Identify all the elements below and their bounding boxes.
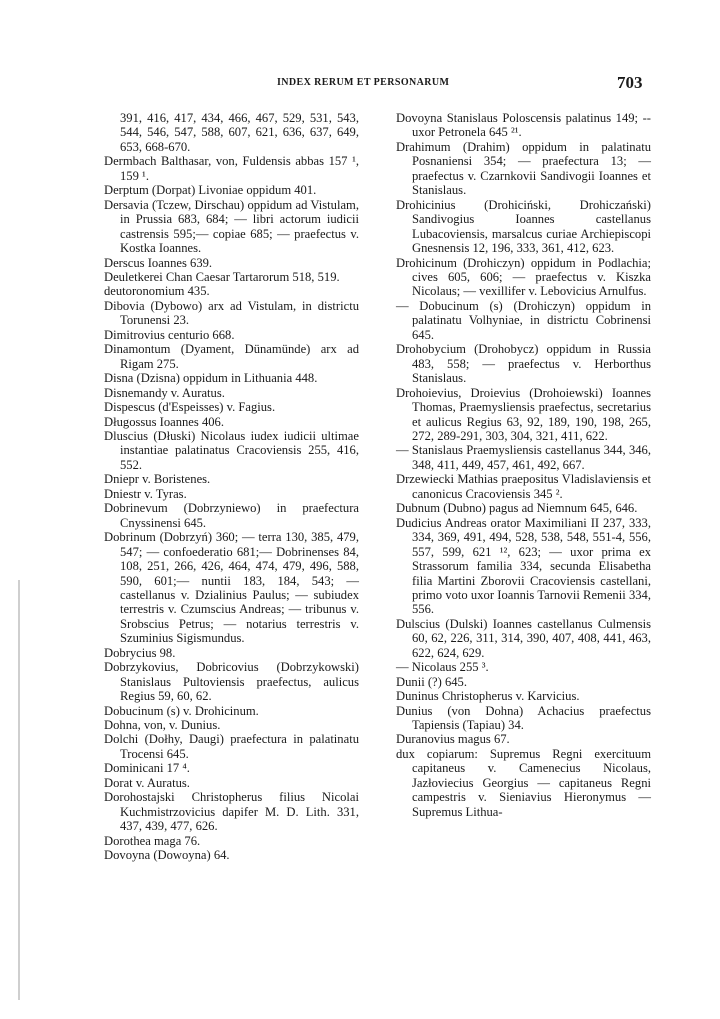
index-entry: Drohobycium (Drohobycz) oppidum in Russia 483, 558; — praefectus v. Herborthus Stanislaus.: [396, 342, 651, 386]
index-entry: Dibovia (Dybowo) arx ad Vistulam, in districtu Torunensi 23.: [104, 298, 359, 328]
index-entry: Dorat v. Auratus.: [104, 775, 190, 790]
index-entry: — Stanislaus Praemysliensis castellanus 344, 346, 348, 411, 449, 457, 461, 492, 667.: [396, 443, 651, 472]
index-entry: Deuletkerei Chan Caesar Tartarorum 518, 519.: [104, 269, 340, 284]
index-entry: Drzewiecki Mathias praepositus Vladislaviensis et canonicus Cracoviensis 345 ².: [396, 472, 651, 501]
index-entry: Dniestr v. Tyras.: [104, 486, 187, 501]
index-entry: Długossus Ioannes 406.: [104, 414, 224, 429]
index-entry: Dluscius (Dłuski) Nicolaus iudex iudicii ultimae instantiae palatinatus Cracoviensis 255, 416, 552.: [104, 428, 359, 472]
index-entry: Drohicinum (Drohiczyn) oppidum in Podlachia; cives 605, 606; — praefectus v. Kiszka Nicolaus; — vexillifer v. Lebovicius Arnulfus.: [396, 255, 651, 299]
index-entry: Drohicinius (Drohiciński, Drohiczański) Sandivogius Ioannes castellanus Lubacoviensis, marsalcus curiae Archiepiscopi Gnesnensis 12, 196, 333, 361, 412, 623.: [396, 197, 651, 256]
index-entry: Dobrinevum (Dobrzyniewo) in praefectura Cnyssinensi 645.: [104, 501, 359, 530]
page-edge-shadow: [18, 580, 20, 1000]
running-header: INDEX RERUM ET PERSONARUM: [277, 77, 450, 88]
index-entry: Drahimum (Drahim) oppidum in palatinatu Posnaniensi 354; — praefectura 13; — praefectus v. Czarnkovii Sandivogii Ioannes et Stanislaus.: [396, 139, 651, 198]
index-entry: Dispescus (d'Espeisses) v. Fagius.: [104, 400, 276, 415]
index-entry: Dobrzykovius, Dobricovius (Dobrzykowski) Stanislaus Pultoviensis praefectus, aulicus Regius 59, 60, 62.: [104, 660, 359, 704]
index-entry: Dudicius Andreas orator Maximiliani II 237, 333, 334, 369, 491, 494, 528, 538, 548, 551-4, 556, 557, 599, 621 ¹², 623; — uxor prima ex Strassorum familia 334, secunda Elisabetha filia Martini Zborovii Cracoviensis castellani, primo voto uxor Ioannis Tarnovii Remenii 334, 556.: [396, 515, 651, 617]
index-entry: Dolchi (Dołhy, Daugi) praefectura in palatinatu Trocensi 645.: [104, 732, 359, 761]
index-entry: Dulscius (Dulski) Ioannes castellanus Culmensis 60, 62, 226, 311, 314, 390, 407, 408, 441, 463, 622, 624, 629.: [396, 616, 651, 660]
index-entry: Dinamontum (Dyament, Dünamünde) arx ad Rigam 275.: [104, 342, 359, 371]
index-entry: Duranovius magus 67.: [396, 732, 510, 747]
index-entry: Dobrycius 98.: [104, 645, 176, 660]
right-column: [396, 111, 651, 819]
index-entry: Dovoyna (Dowoyna) 64.: [104, 848, 230, 863]
index-entry: — Nicolaus 255 ³.: [396, 660, 489, 675]
index-entry: Duninus Christopherus v. Karvicius.: [396, 689, 580, 704]
index-entry: Derscus Ioannes 639.: [104, 255, 213, 270]
index-entry: — Dobucinum (s) (Drohiczyn) oppidum in palatinatu Volhyniae, in districtu Cobrinensi 645.: [396, 298, 651, 342]
index-entry: dux copiarum: Supremus Regni exercituum capitaneus v. Camenecius Nicolaus, Jazłoviecius Georgius — capitaneus Regni campestris v. Sieniavius Hieronymus — Supremus Lithua-: [396, 746, 651, 819]
page-number: 703: [617, 73, 643, 92]
index-entry: Dubnum (Dubno) pagus ad Niemnum 645, 646.: [396, 501, 638, 516]
index-entry: Disna (Dzisna) oppidum in Lithuania 448.: [104, 371, 318, 386]
index-entry: Dominicani 17 ⁴.: [104, 761, 190, 776]
index-entry: Dobucinum (s) v. Drohicinum.: [104, 703, 259, 718]
index-entry: Dunius (von Dohna) Achacius praefectus Tapiensis (Tapiau) 34.: [396, 703, 651, 733]
index-entry: Drohoievius, Droievius (Drohoiewski) Ioannes Thomas, Praemysliensis praefectus, secretarius et aulicus Regius 63, 92, 189, 190, 198, 265, 272, 289-291, 303, 304, 321, 411, 622.: [396, 385, 651, 443]
index-entry: deutoronomium 435.: [104, 284, 210, 299]
index-entry: Dovoyna Stanislaus Poloscensis palatinus 149; -- uxor Petronela 645 ²¹.: [396, 111, 651, 140]
index-entry: 391, 416, 417, 434, 466, 467, 529, 531, 543, 544, 546, 547, 588, 607, 621, 636, 637, 649, 653, 668-670.: [120, 111, 359, 154]
index-entry: Dimitrovius centurio 668.: [104, 327, 235, 342]
index-entry: Dohna, von, v. Dunius.: [104, 718, 221, 733]
index-entry: Derptum (Dorpat) Livoniae oppidum 401.: [104, 183, 317, 198]
left-column: [104, 111, 359, 863]
index-entry: Dermbach Balthasar, von, Fuldensis abbas 157 ¹, 159 ¹.: [104, 154, 359, 183]
index-entry: Dobrinum (Dobrzyń) 360; — terra 130, 385, 479, 547; — confoederatio 681;— Dobrinenses 84, 108, 251, 266, 426, 464, 474, 479, 496, 588, 590, 601;— nuntii 183, 184, 543; — castellanus v. Dzialinius Paulus; — subiudex terrestris v. Czumscius Andreas; — tribunus v. Srobscius Petrus; — notarius terrestris v. Szuminius Sigismundus.: [104, 530, 359, 646]
index-entry: Dorothea maga 76.: [104, 833, 201, 848]
index-entry: Dniepr v. Boristenes.: [104, 472, 211, 487]
index-entry: Dersavia (Tczew, Dirschau) oppidum ad Vistulam, in Prussia 683, 684; — libri actorum iudicii castrensis 595;— copiae 685; — praefectus v. Kostka Ioannes.: [104, 197, 359, 256]
index-entry: Disnemandy v. Auratus.: [104, 385, 225, 400]
index-entry: Dorohostajski Christopherus filius Nicolai Kuchmistrzovicius dapifer M. D. Lith. 331, 437, 439, 477, 626.: [104, 790, 359, 834]
index-entry: Dunii (?) 645.: [396, 674, 467, 689]
